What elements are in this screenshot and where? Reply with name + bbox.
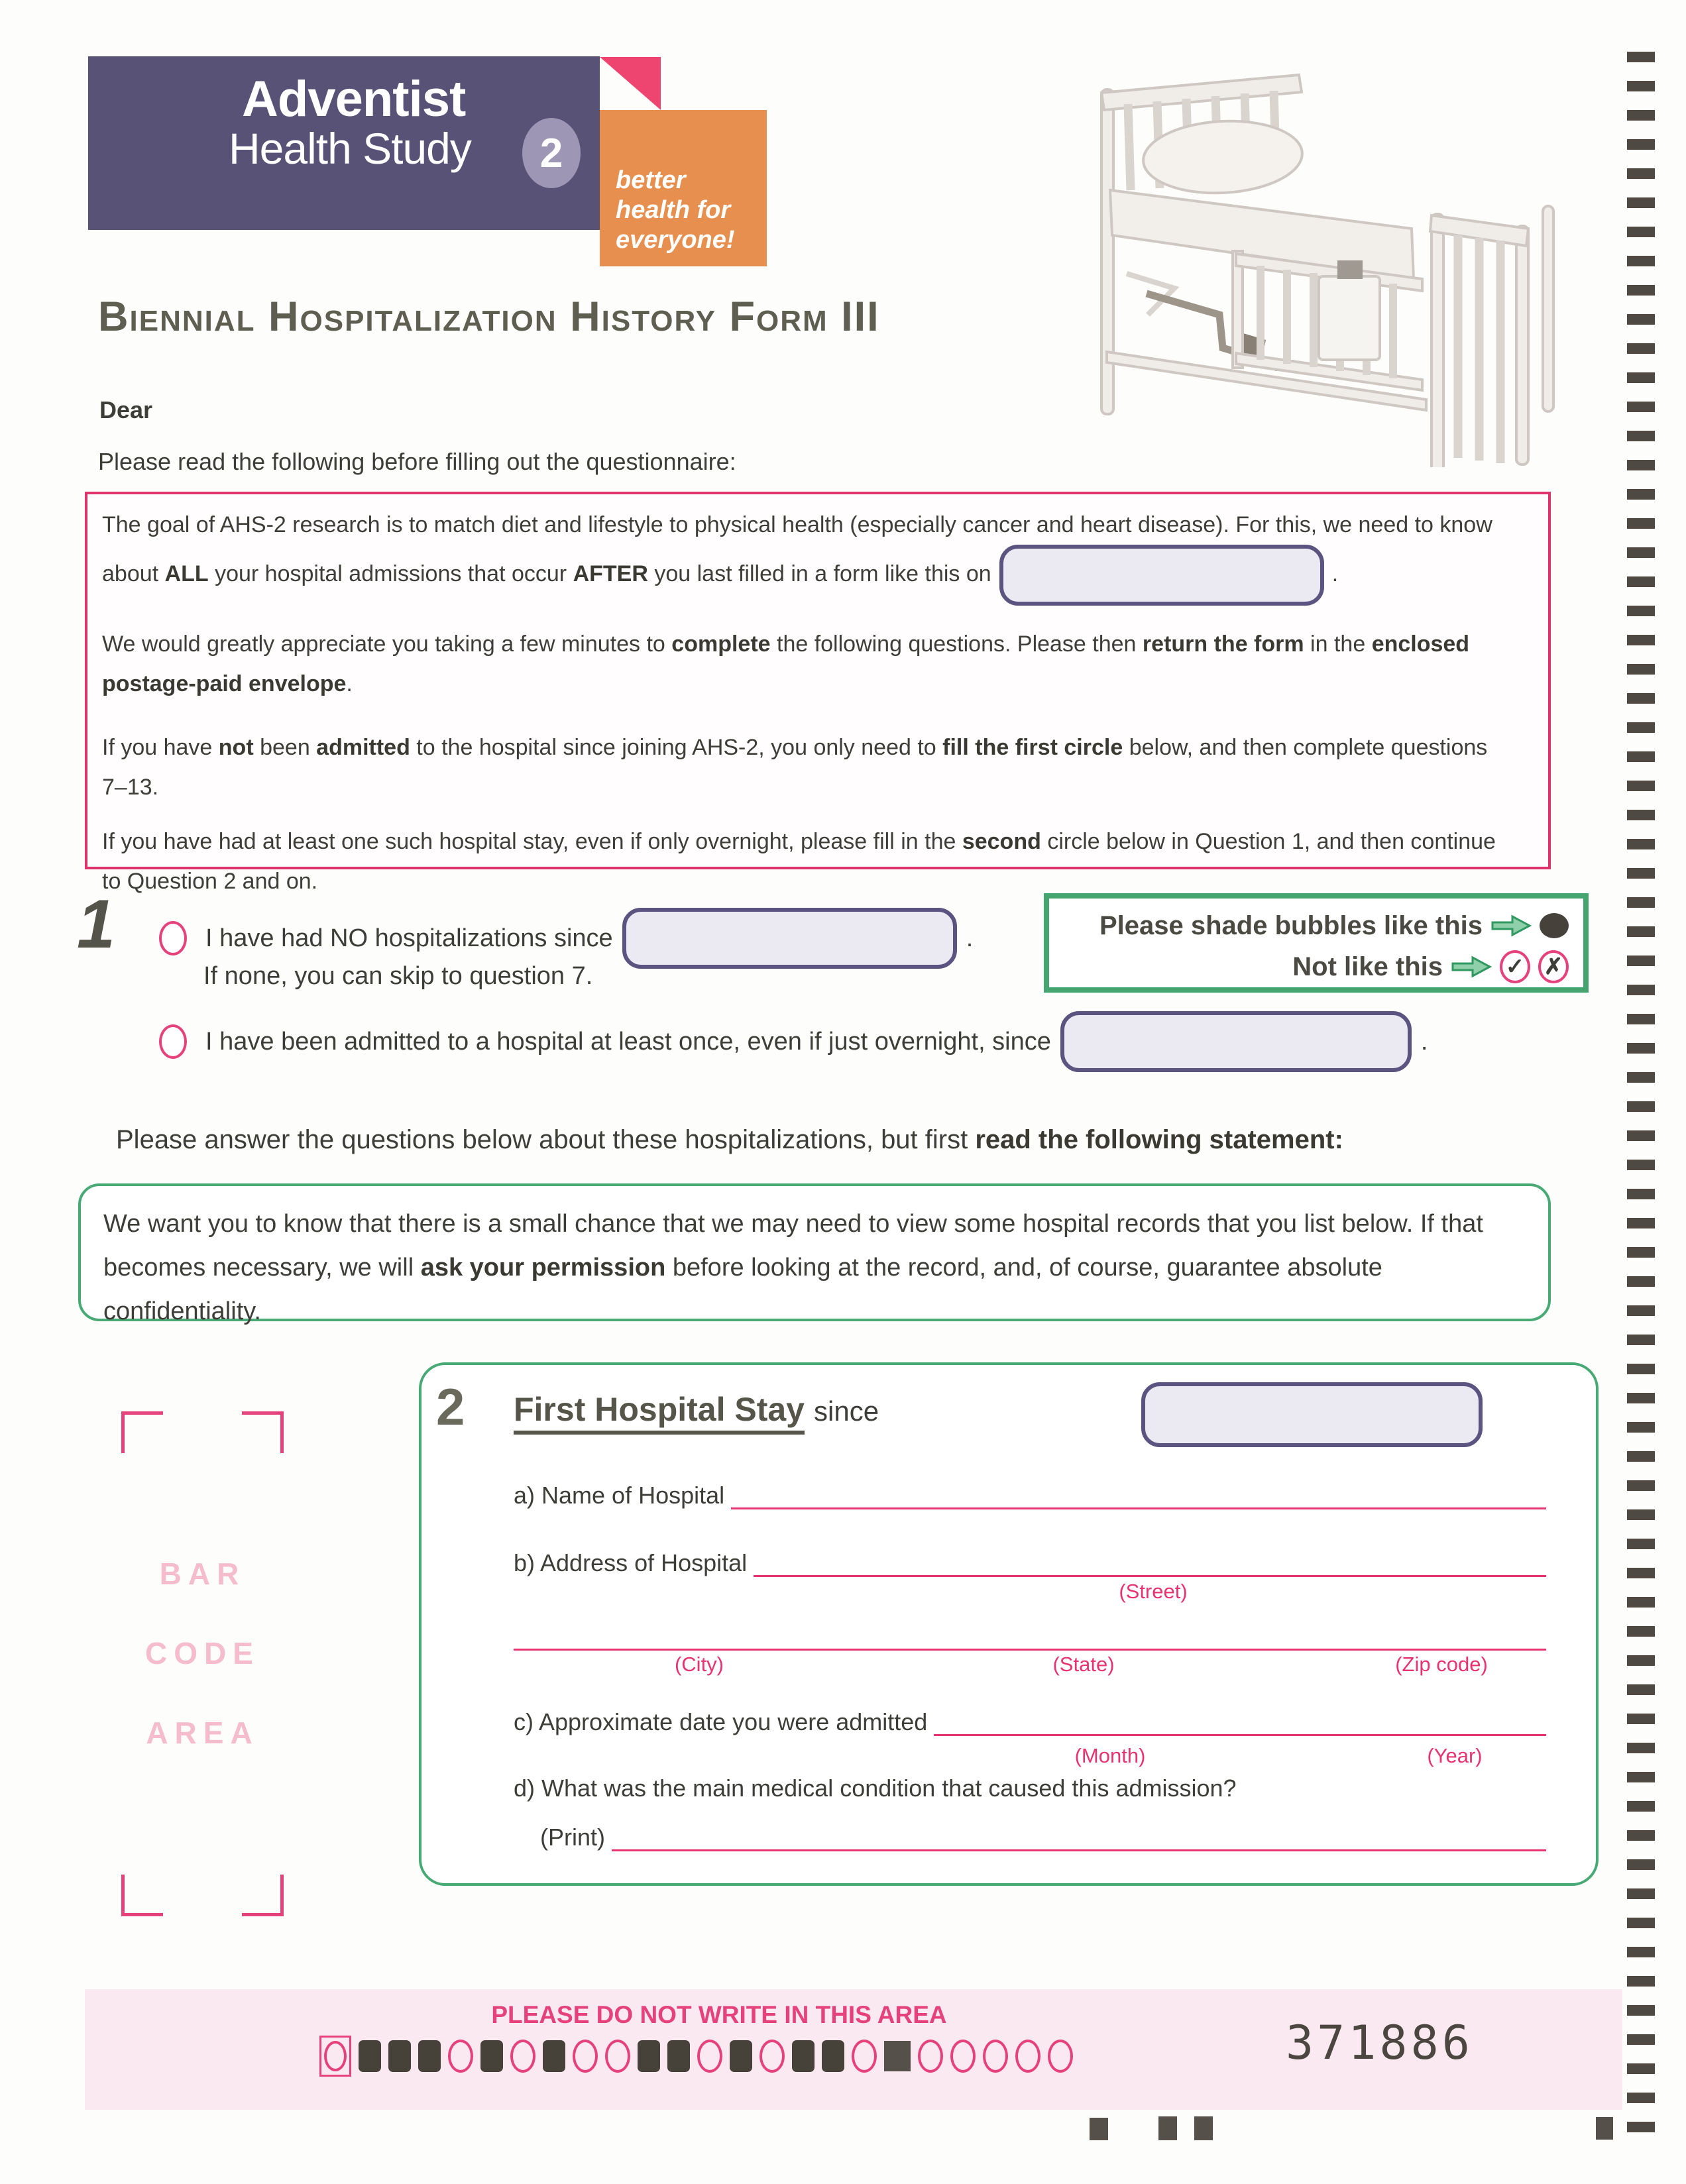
salutation: Dear xyxy=(99,396,153,423)
omr-mark-filled xyxy=(543,2040,565,2072)
period: . xyxy=(966,924,974,952)
timing-mark xyxy=(1627,810,1655,820)
hospital-name-input-line[interactable] xyxy=(731,1481,1546,1509)
timing-mark xyxy=(1627,110,1655,121)
omr-mark-filled-square xyxy=(884,2041,911,2071)
barcode-label: CODE xyxy=(145,1636,260,1670)
logo-tagline-block xyxy=(600,110,767,266)
timing-marks xyxy=(1627,52,1655,2151)
timing-mark xyxy=(1627,1684,1655,1695)
timing-mark xyxy=(1627,2122,1655,2132)
year-label: (Year) xyxy=(1427,1744,1483,1767)
omr-mark-filled xyxy=(480,2040,503,2072)
timing-mark xyxy=(1627,985,1655,995)
admitted-at-least-once-bubble[interactable] xyxy=(159,1024,187,1059)
timing-mark xyxy=(1627,547,1655,558)
intro-line: Please read the following before filling out the questionnaire: xyxy=(98,448,736,475)
confidentiality-statement-box xyxy=(78,1183,1551,1325)
tagline-line: health for xyxy=(616,196,731,224)
field-address-of-hospital: b) Address of Hospital xyxy=(514,1545,1546,1577)
barcode-corner-bracket xyxy=(121,1875,163,1916)
omr-bubble-row xyxy=(319,2036,1073,2077)
instructions-paragraph-4: If you have had at least one such hospital stay, even if only overnight, please fill in the second circle below in Question 1, and then continue to Question 2 and on. xyxy=(102,829,1496,894)
omr-mark-open xyxy=(918,2040,943,2073)
street-label: (Street) xyxy=(1119,1580,1188,1603)
timing-mark xyxy=(1627,489,1655,500)
section-2-heading xyxy=(514,1390,879,1429)
page-title: Biennial Hospitalization History Form III xyxy=(98,294,880,340)
timing-mark xyxy=(1627,606,1655,616)
timing-mark xyxy=(1627,897,1655,908)
barcode-label: BAR xyxy=(159,1556,246,1591)
barcode-area xyxy=(121,1411,284,1916)
timing-mark xyxy=(1627,576,1655,587)
barcode-corner-bracket xyxy=(242,1411,284,1453)
period: . xyxy=(1420,1027,1428,1056)
registration-mark xyxy=(1158,2116,1177,2140)
logo-corner-triangle xyxy=(600,57,661,110)
omr-mark-filled xyxy=(638,2040,660,2072)
timing-mark xyxy=(1627,2034,1655,2045)
timing-mark xyxy=(1627,664,1655,675)
timing-mark xyxy=(1627,1451,1655,1462)
omr-mark-filled xyxy=(792,2040,815,2072)
omr-mark-filled xyxy=(388,2040,411,2072)
timing-mark xyxy=(1627,1335,1655,1345)
omr-mark-open xyxy=(759,2040,785,2073)
barcode-corner-bracket xyxy=(242,1875,284,1916)
logo-line1: Adventist xyxy=(242,71,466,127)
field-name-of-hospital: a) Name of Hospital xyxy=(514,1478,1546,1509)
timing-mark xyxy=(1627,1247,1655,1258)
timing-mark xyxy=(1627,1830,1655,1841)
q1-option1-text: I have had NO hospitalizations since xyxy=(205,924,613,952)
check-bubble-example-icon: ✓ xyxy=(1500,950,1530,983)
timing-mark xyxy=(1627,839,1655,849)
barcode-corner-bracket xyxy=(121,1411,163,1453)
confidentiality-statement: We want you to know that there is a small chance that we may need to view some hospital records that you list below. If that becomes necessary, we will ask your permission before looking at the record, and, of course, guarantee absolute confidentiality. xyxy=(103,1210,1483,1325)
timing-mark xyxy=(1627,1888,1655,1899)
omr-mark-open xyxy=(852,2040,877,2073)
zip-label: (Zip code) xyxy=(1395,1653,1488,1676)
shade-instructions-box xyxy=(1044,893,1589,993)
omr-mark-boxed xyxy=(319,2036,351,2077)
tagline-line: everyone! xyxy=(616,226,735,254)
registration-mark xyxy=(1596,2117,1613,2140)
timing-mark xyxy=(1627,1509,1655,1520)
timing-mark xyxy=(1627,1305,1655,1316)
arrow-icon xyxy=(1451,955,1492,979)
timing-mark xyxy=(1627,1743,1655,1753)
date-last-form-box[interactable] xyxy=(999,545,1324,606)
timing-mark xyxy=(1627,1947,1655,1957)
instructions-paragraph-2: We would greatly appreciate you taking a few minutes to complete the following questions. Please then return the form in the enclosed postage-paid envelope. xyxy=(102,631,1470,696)
omr-mark-open xyxy=(1015,2040,1040,2073)
omr-mark-open xyxy=(510,2040,535,2073)
timing-mark xyxy=(1627,1218,1655,1228)
first-hospital-stay-heading: First Hospital Stay xyxy=(514,1391,805,1435)
timing-mark xyxy=(1627,1043,1655,1054)
q1-option-admitted xyxy=(159,1006,1428,1077)
no-hospitalizations-bubble[interactable] xyxy=(159,921,187,956)
timing-mark xyxy=(1627,1072,1655,1083)
omr-mark-open xyxy=(983,2040,1008,2073)
timing-mark xyxy=(1627,1422,1655,1433)
timing-mark xyxy=(1627,402,1655,412)
timing-mark xyxy=(1627,1655,1655,1666)
timing-mark xyxy=(1627,1626,1655,1637)
question-1-number: 1 xyxy=(77,886,115,963)
timing-mark xyxy=(1627,1597,1655,1608)
omr-mark-open xyxy=(950,2040,976,2073)
timing-mark xyxy=(1627,1480,1655,1491)
timing-mark xyxy=(1627,1393,1655,1403)
timing-mark xyxy=(1627,256,1655,266)
registration-mark xyxy=(1090,2118,1108,2140)
timing-mark xyxy=(1627,168,1655,179)
timing-mark xyxy=(1627,343,1655,354)
instructions-paragraph-1: The goal of AHS-2 research is to match diet and lifestyle to physical health (especially cancer and heart disease). For this, we need to know about ALL your hospital admissions that occur AFTER you last filled in a form like this on . xyxy=(102,505,1514,606)
field-date-admitted: c) Approximate date you were admitted xyxy=(514,1704,1546,1736)
instructions-box xyxy=(85,492,1551,894)
timing-mark xyxy=(1627,139,1655,150)
street-input-line[interactable] xyxy=(754,1549,1546,1577)
omr-mark-open xyxy=(605,2040,630,2073)
ahs2-logo xyxy=(88,56,600,230)
timing-mark xyxy=(1627,1714,1655,1724)
not-like-this-label: Not like this xyxy=(1292,952,1443,981)
timing-mark xyxy=(1627,1101,1655,1112)
timing-mark xyxy=(1627,1976,1655,1987)
timing-mark xyxy=(1627,956,1655,966)
date-admitted-input-line[interactable] xyxy=(934,1708,1546,1736)
timing-mark xyxy=(1627,1130,1655,1141)
omr-mark-filled xyxy=(822,2040,844,2072)
city-state-zip-input-line[interactable] xyxy=(514,1618,1546,1651)
since-label: since xyxy=(814,1395,879,1427)
condition-print-input-line[interactable] xyxy=(612,1823,1546,1851)
arrow-icon xyxy=(1490,914,1532,938)
timing-mark xyxy=(1627,1276,1655,1287)
omr-mark-open xyxy=(1048,2040,1073,2073)
do-not-write-warning: PLEASE DO NOT WRITE IN THIS AREA xyxy=(491,2001,947,2028)
timing-mark xyxy=(1627,1859,1655,1870)
timing-mark xyxy=(1627,314,1655,325)
timing-mark xyxy=(1627,926,1655,937)
omr-mark-filled xyxy=(359,2040,381,2072)
timing-mark xyxy=(1627,868,1655,879)
field-print-condition: (Print) xyxy=(540,1820,1546,1851)
x-bubble-example-icon: ✗ xyxy=(1538,950,1569,983)
timing-mark xyxy=(1627,460,1655,470)
timing-mark xyxy=(1627,431,1655,441)
timing-mark xyxy=(1627,81,1655,91)
city-label: (City) xyxy=(674,1653,724,1676)
timing-mark xyxy=(1627,2063,1655,2074)
instructions-paragraph-3: If you have not been admitted to the hospital since joining AHS-2, you only need to fill the first circle below, and then complete questions 7–13. xyxy=(102,735,1488,800)
section-2-number: 2 xyxy=(436,1378,465,1436)
omr-mark-open xyxy=(448,2040,473,2073)
timing-mark xyxy=(1627,1801,1655,1812)
state-label: (State) xyxy=(1052,1653,1115,1676)
logo-badge-2: 2 xyxy=(522,118,581,188)
timing-mark xyxy=(1627,722,1655,733)
q1-option2-text: I have been admitted to a hospital at least once, even if just overnight, since xyxy=(205,1027,1051,1056)
timing-mark xyxy=(1627,781,1655,791)
timing-mark xyxy=(1627,693,1655,704)
form-serial-number: 371886 xyxy=(1286,2016,1473,2070)
timing-mark xyxy=(1627,1772,1655,1782)
registration-mark xyxy=(1194,2116,1213,2140)
timing-mark xyxy=(1627,518,1655,529)
timing-mark xyxy=(1627,197,1655,208)
barcode-label: AREA xyxy=(146,1716,259,1750)
timing-mark xyxy=(1627,1189,1655,1199)
month-label: (Month) xyxy=(1074,1744,1146,1767)
q1-option1-note: If none, you can skip to question 7. xyxy=(203,962,593,990)
hospital-bed-illustration xyxy=(1087,36,1557,467)
timing-mark xyxy=(1627,1014,1655,1024)
omr-mark-filled xyxy=(667,2040,690,2072)
timing-mark xyxy=(1627,52,1655,62)
date-since-box-1[interactable] xyxy=(622,908,957,969)
omr-mark-open xyxy=(573,2040,598,2073)
filled-bubble-example-icon xyxy=(1540,913,1569,938)
omr-mark-filled xyxy=(418,2040,441,2072)
timing-mark xyxy=(1627,1364,1655,1374)
date-since-box-2[interactable] xyxy=(1060,1011,1412,1072)
timing-mark xyxy=(1627,227,1655,237)
answer-prompt: Please answer the questions below about these hospitalizations, but first read the following statement: xyxy=(116,1125,1343,1154)
omr-mark-filled xyxy=(730,2040,752,2072)
timing-mark xyxy=(1627,285,1655,296)
timing-mark xyxy=(1627,372,1655,383)
timing-mark xyxy=(1627,2005,1655,2016)
timing-mark xyxy=(1627,751,1655,762)
period: . xyxy=(1331,561,1339,586)
timing-mark xyxy=(1627,1160,1655,1170)
omr-mark-open xyxy=(697,2040,722,2073)
timing-mark xyxy=(1627,1539,1655,1549)
logo-line2: Health Study xyxy=(229,124,471,173)
timing-mark xyxy=(1627,2093,1655,2103)
tagline-line: better xyxy=(616,166,686,194)
timing-mark xyxy=(1627,1568,1655,1578)
shade-like-this-label: Please shade bubbles like this xyxy=(1099,910,1483,940)
field-main-condition-question: d) What was the main medical condition that caused this admission? xyxy=(514,1774,1237,1802)
timing-mark xyxy=(1627,635,1655,645)
timing-mark xyxy=(1627,1918,1655,1928)
section2-date-box[interactable] xyxy=(1141,1382,1483,1447)
